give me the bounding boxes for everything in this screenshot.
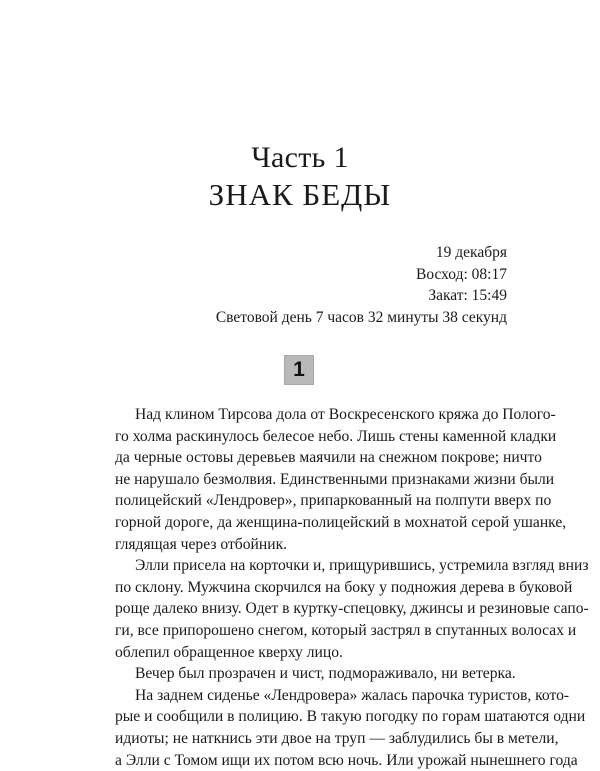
text-line: Над клином Тирсова дола от Воскресенского кряжа до Полого-: [95, 404, 512, 426]
paragraph: [95, 685, 512, 771]
text-line: Вечер был прозрачен и чист, подмораживало, ни ветерка.: [95, 663, 512, 685]
text-line: го холма раскинулось белесое небо. Лишь стены каменной кладки: [95, 426, 512, 448]
text-line: не нарушало безмолвия. Единственными признаками жизни были: [95, 469, 512, 491]
chapter-number-badge: 1: [284, 355, 314, 385]
text-line: полицейский «Лендровер», припаркованный на полпути вверх по: [95, 490, 512, 512]
text-line: ги, все припорошено снегом, который застрял в спутанных волосах и: [95, 620, 512, 642]
date-info-block: [216, 242, 507, 328]
paragraph: [95, 555, 512, 663]
text-line: На заднем сиденье «Лендровера» жалась парочка туристов, кото-: [95, 685, 512, 707]
text-line: Элли присела на корточки и, прищурившись, устремила взгляд вниз: [95, 555, 512, 577]
date-line: 19 декабря: [216, 242, 507, 264]
sunrise-line: Восход: 08:17: [216, 264, 507, 286]
text-line: а Элли с Томом ищи их потом всю ночь. Или урожай нынешнего года: [95, 750, 512, 771]
text-line: идиоты; не наткнись эти двое на труп — заблудились бы в метели,: [95, 728, 512, 750]
chapter-body-text: [95, 404, 512, 771]
part-name: ЗНАК БЕДЫ: [0, 176, 600, 214]
text-line: горной дороге, да женщина-полицейский в мохнатой серой ушанке,: [95, 512, 512, 534]
paragraph: [95, 663, 512, 685]
text-line: глядящая через отбойник.: [95, 534, 512, 556]
text-line: да черные остовы деревьев маячили на снежном покрове; ничто: [95, 447, 512, 469]
paragraph: [95, 404, 512, 555]
text-line: облепил обращенное кверху лицо.: [95, 642, 512, 664]
sunset-line: Закат: 15:49: [216, 285, 507, 307]
part-title: Часть 1: [0, 140, 600, 176]
text-line: по склону. Мужчина скорчился на боку у подножия дерева в буковой: [95, 577, 512, 599]
text-line: рые и сообщили в полицию. В такую погодку по горам шатаются одни: [95, 706, 512, 728]
daylight-line: Световой день 7 часов 32 минуты 38 секунд: [216, 307, 507, 329]
text-line: роще далеко внизу. Одет в куртку-спецовку, джинсы и резиновые сапо-: [95, 598, 512, 620]
